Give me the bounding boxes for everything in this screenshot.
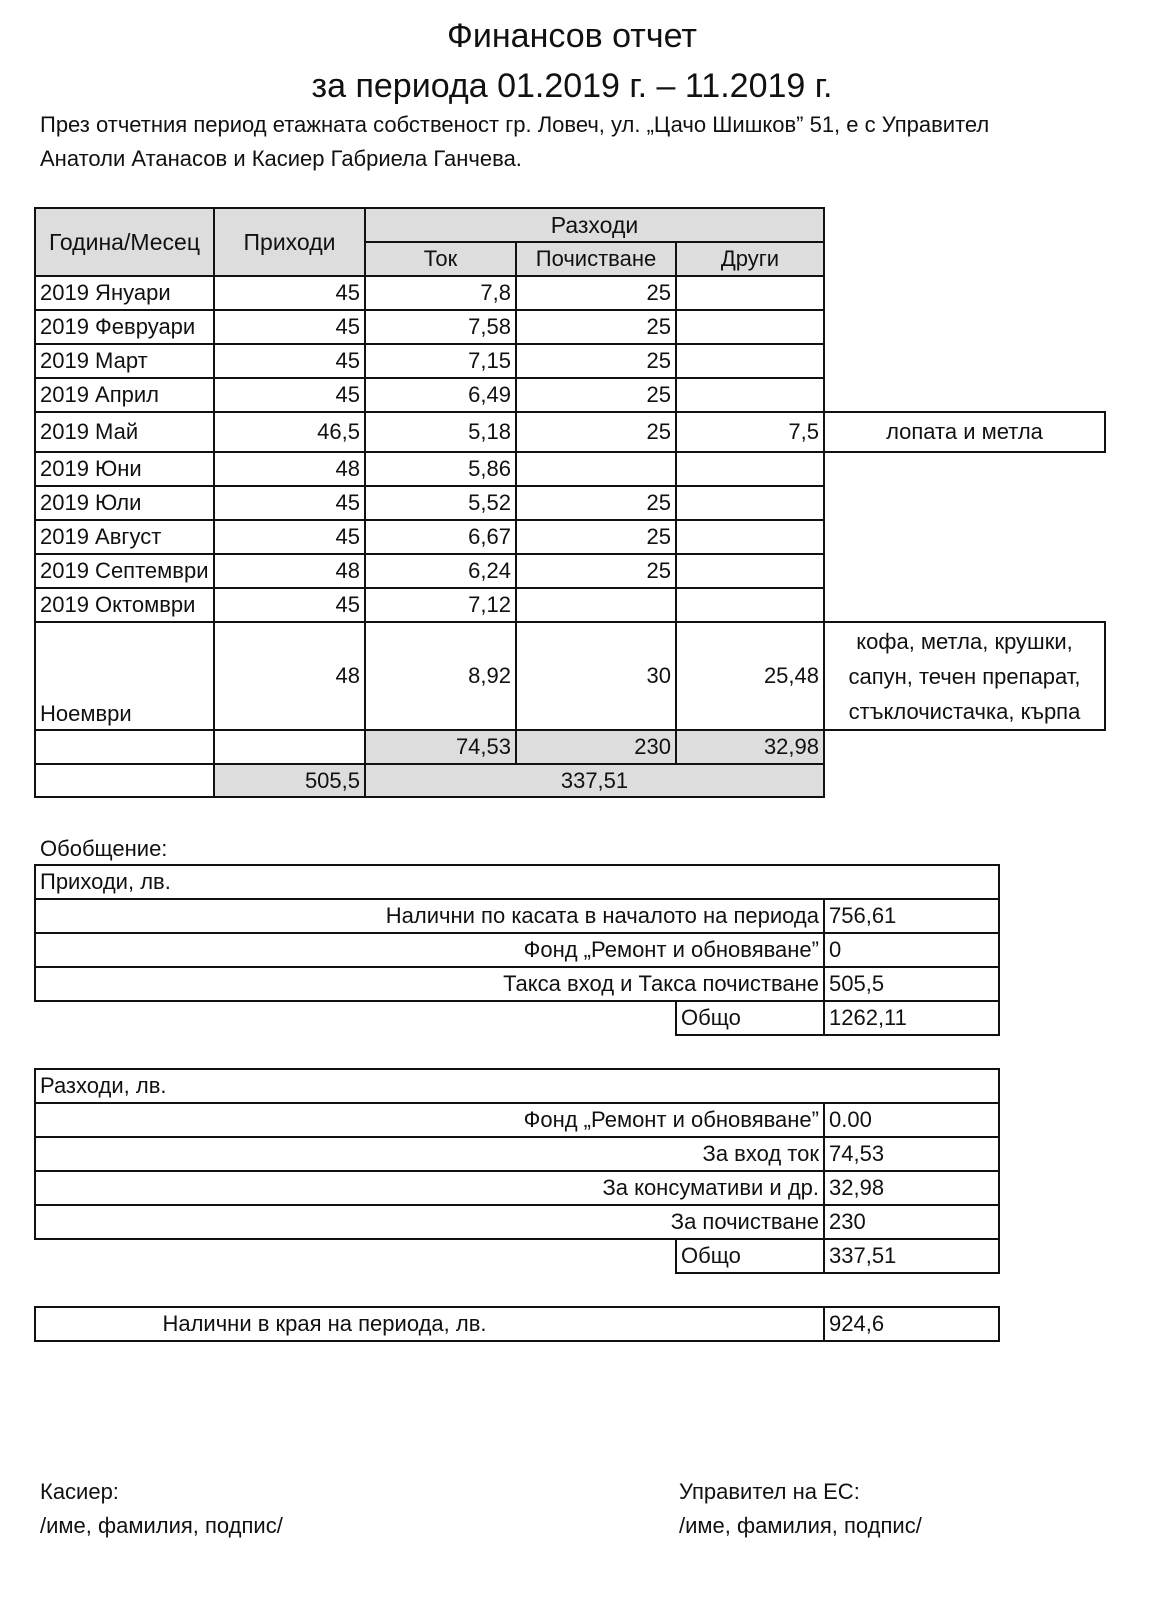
row-income: 45 (213, 519, 366, 555)
row-electricity: 5,86 (364, 451, 517, 487)
note-line: кофа, метла, крушки, (856, 628, 1073, 654)
row-other: 25,48 (675, 621, 825, 731)
cashier-label: Касиер: (40, 1479, 119, 1504)
total-income: 505,5 (213, 763, 366, 798)
row-other (675, 587, 825, 623)
income-value: 505,5 (823, 966, 1000, 1002)
row-electricity: 5,52 (364, 485, 517, 521)
row-other (675, 343, 825, 379)
row-month: 2019 Юли (34, 485, 215, 521)
income-label: Фонд „Ремонт и обновяване” (34, 932, 825, 968)
income-title: Приходи, лв. (34, 864, 1000, 900)
cashier-hint: /име, фамилия, подпис/ (40, 1513, 283, 1538)
intro-line-1: През отчетния период етажната собственост гр. Ловеч, ул. „Цачо Шишков” 51, е с Управител (40, 112, 990, 137)
income-total-label: Общо (675, 1000, 825, 1036)
expenses-label: Фонд „Ремонт и обновяване” (34, 1102, 825, 1138)
row-month: Ноември (34, 621, 215, 731)
row-electricity: 8,92 (364, 621, 517, 731)
row-income: 48 (213, 553, 366, 589)
row-income: 45 (213, 343, 366, 379)
row-income: 45 (213, 309, 366, 345)
row-note: лопата и метла (823, 411, 1106, 453)
income-value: 756,61 (823, 898, 1000, 934)
row-other (675, 451, 825, 487)
row-other (675, 519, 825, 555)
income-label: Налични по касата в началото на периода (34, 898, 825, 934)
row-month: 2019 Януари (34, 275, 215, 311)
report-title: Финансов отчет (447, 17, 697, 55)
row-electricity: 6,49 (364, 377, 517, 413)
row-other (675, 275, 825, 311)
row-electricity: 7,58 (364, 309, 517, 345)
row-cleaning: 25 (515, 519, 677, 555)
expenses-value: 0.00 (823, 1102, 1000, 1138)
intro-line-2: Анатоли Атанасов и Касиер Габриела Ганчева. (40, 146, 522, 171)
subtotal-blank (213, 729, 366, 765)
income-value: 0 (823, 932, 1000, 968)
summary-heading: Обобщение: (40, 836, 168, 861)
row-electricity: 6,24 (364, 553, 517, 589)
row-electricity: 7,8 (364, 275, 517, 311)
row-month: 2019 Март (34, 343, 215, 379)
total-expenses: 337,51 (364, 763, 825, 798)
row-note (823, 621, 1106, 731)
row-month: 2019 Февруари (34, 309, 215, 345)
row-other (675, 553, 825, 589)
row-month: 2019 Май (34, 411, 215, 453)
row-month: 2019 Юни (34, 451, 215, 487)
note-line: стъклочистачка, кърпа (848, 698, 1081, 724)
row-cleaning: 25 (515, 343, 677, 379)
expenses-total-label: Общо (675, 1238, 825, 1274)
expenses-value: 32,98 (823, 1170, 1000, 1206)
row-cleaning: 30 (515, 621, 677, 731)
header-other: Други (675, 241, 825, 277)
row-other (675, 485, 825, 521)
row-electricity: 5,18 (364, 411, 517, 453)
expenses-value: 230 (823, 1204, 1000, 1240)
subtotal-cleaning: 230 (515, 729, 677, 765)
report-period: за периода 01.2019 г. – 11.2019 г. (311, 67, 833, 105)
expenses-label: За консумативи и др. (34, 1170, 825, 1206)
row-month: 2019 Септември (34, 553, 215, 589)
expenses-label: За почистване (34, 1204, 825, 1240)
row-cleaning: 25 (515, 275, 677, 311)
manager-label: Управител на ЕС: (679, 1479, 860, 1504)
subtotal-other: 32,98 (675, 729, 825, 765)
end-balance-value: 924,6 (823, 1306, 1000, 1342)
header-expenses: Разходи (364, 207, 825, 243)
total-blank (34, 763, 215, 798)
row-income: 45 (213, 377, 366, 413)
row-electricity: 7,15 (364, 343, 517, 379)
row-cleaning: 25 (515, 485, 677, 521)
row-other (675, 377, 825, 413)
row-income: 45 (213, 485, 366, 521)
row-income: 48 (213, 621, 366, 731)
subtotal-electricity: 74,53 (364, 729, 517, 765)
note-line: сапун, течен препарат, (848, 663, 1081, 689)
end-balance-label: Налични в края на периода, лв. (34, 1306, 825, 1342)
row-income: 46,5 (213, 411, 366, 453)
header-period: Година/Месец (34, 207, 215, 277)
income-label: Такса вход и Такса почистване (34, 966, 825, 1002)
row-other: 7,5 (675, 411, 825, 453)
row-month: 2019 Август (34, 519, 215, 555)
row-income: 45 (213, 587, 366, 623)
row-month: 2019 Април (34, 377, 215, 413)
row-cleaning: 25 (515, 553, 677, 589)
row-cleaning: 25 (515, 309, 677, 345)
header-electricity: Ток (364, 241, 517, 277)
row-income: 48 (213, 451, 366, 487)
row-electricity: 7,12 (364, 587, 517, 623)
expenses-title: Разходи, лв. (34, 1068, 1000, 1104)
row-cleaning (515, 451, 677, 487)
row-income: 45 (213, 275, 366, 311)
expenses-value: 74,53 (823, 1136, 1000, 1172)
header-income: Приходи (213, 207, 366, 277)
expenses-label: За вход ток (34, 1136, 825, 1172)
expenses-total-value: 337,51 (823, 1238, 1000, 1274)
row-cleaning: 25 (515, 411, 677, 453)
income-total-value: 1262,11 (823, 1000, 1000, 1036)
row-electricity: 6,67 (364, 519, 517, 555)
row-cleaning (515, 587, 677, 623)
manager-hint: /име, фамилия, подпис/ (679, 1513, 922, 1538)
header-cleaning: Почистване (515, 241, 677, 277)
row-month: 2019 Октомври (34, 587, 215, 623)
subtotal-blank (34, 729, 215, 765)
row-other (675, 309, 825, 345)
row-cleaning: 25 (515, 377, 677, 413)
